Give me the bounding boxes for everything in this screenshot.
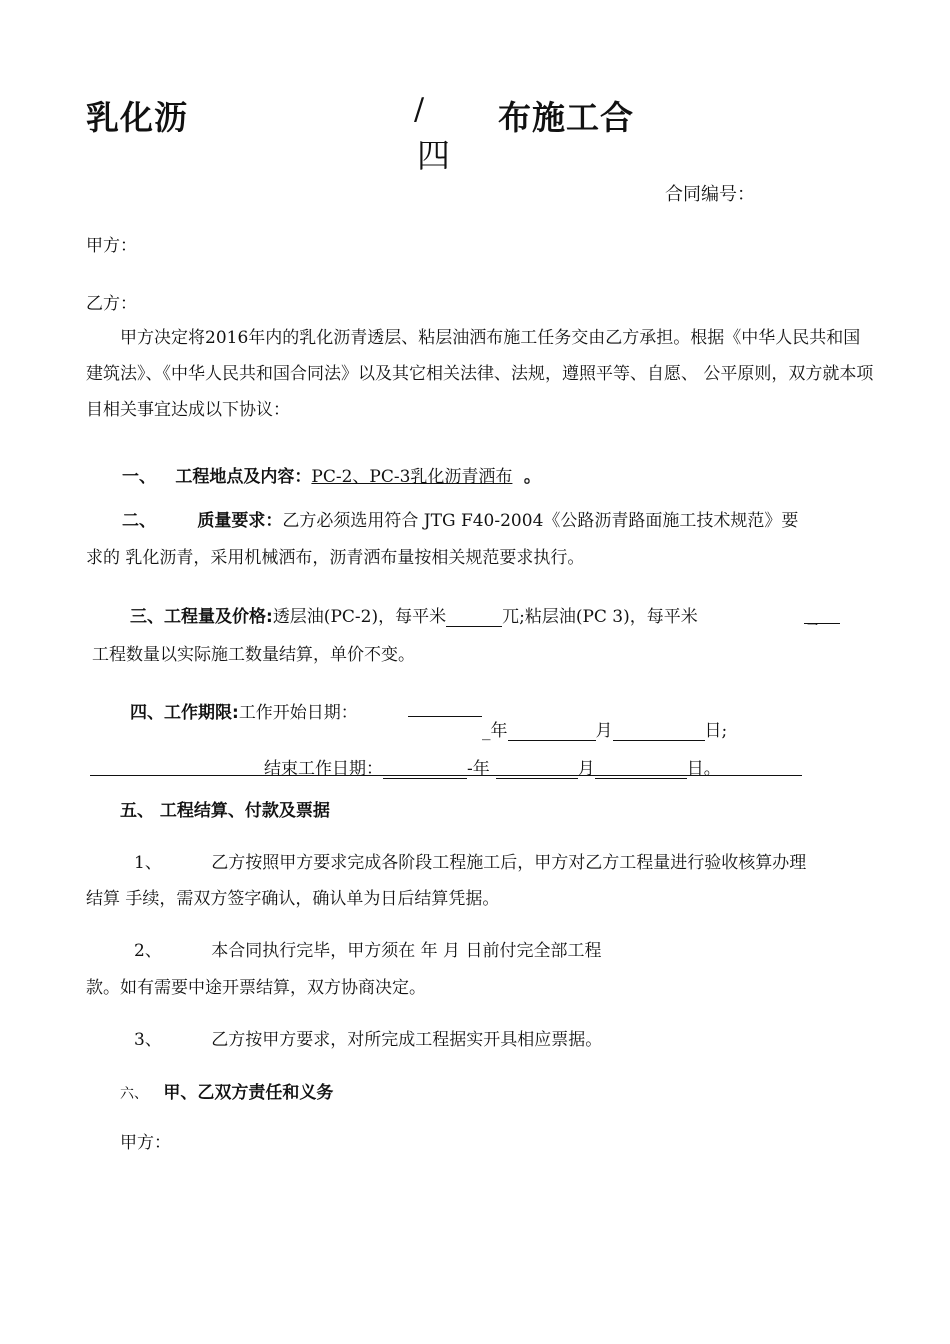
section-3-text-2: 兀;粘层油(PC 3)，每平米 (502, 607, 698, 627)
party-b-label: 乙方： (86, 294, 137, 314)
start-day-label: 日; (704, 721, 728, 741)
item-5-1-number: 1、 (134, 853, 162, 873)
section-5-heading: 五、 工程结算、付款及票据 (120, 801, 330, 821)
end-dash: - (467, 759, 473, 779)
item-5-1-text-2: 结算 手续，需双方签字确认，确认单为日后结算凭据。 (86, 889, 500, 909)
section-2-line-1 (122, 506, 798, 531)
end-year-blank[interactable] (383, 760, 467, 779)
start-year-label: 年 (490, 721, 508, 741)
section-6-heading: 甲、乙双方责任和义务 (163, 1083, 334, 1103)
section-3-mark: 一 (807, 619, 818, 632)
party-a-label: 甲方： (86, 236, 137, 256)
intro-paragraph: 甲方决定将2016年内的乳化沥青透层、粘层油洒布施工任务交由乙方承担。根据《中华人民共和国建筑法》、《中华人民共和国合同法》以及其它相关法律、法规，遵照平等、自愿、 公平原则，双方就本项目相关事宜达成以下协议： (86, 328, 874, 420)
section-3-line-1 (130, 602, 698, 627)
section-1-number: 一、 (122, 467, 156, 487)
start-date-blank-year[interactable] (408, 716, 482, 717)
title-part-3: 四 (417, 136, 450, 175)
section-1 (122, 462, 541, 487)
start-underscore: _ (482, 721, 491, 741)
section-6 (120, 1078, 333, 1103)
contract-number-label: 合同编号： (665, 184, 755, 205)
title-part-2: 布施工合 (498, 98, 634, 137)
item-5-2-number: 2、 (134, 941, 162, 961)
end-month-blank[interactable] (496, 760, 578, 779)
section-3-text-1: 透层油(PC-2)，每平米 (272, 607, 447, 627)
section-2-text-1: 乙方必须选用符合 JTG F40-2004《公路沥青路面施工技术规范》要 (282, 511, 799, 531)
title-slash: / (414, 92, 425, 127)
start-date-label: 工作开始日期： (238, 703, 358, 723)
item-5-1-text-1: 乙方按照甲方要求完成各阶段工程施工后，甲方对乙方工程量进行验收核算办理 (211, 853, 807, 873)
section-6-party-a: 甲方： (120, 1133, 171, 1153)
price-blank-1[interactable] (446, 608, 502, 627)
end-month-label: 月 (577, 759, 595, 779)
section-2-number: 二、 (122, 511, 156, 531)
end-date-label: 结束工作日期： (264, 759, 383, 779)
item-5-1-line-1 (134, 848, 806, 873)
item-5-3-line-1 (134, 1025, 602, 1050)
end-year-label: 年 (472, 759, 490, 779)
section-6-number: 六、 (120, 1086, 148, 1102)
end-day-blank[interactable] (595, 760, 687, 779)
start-month-label: 月 (595, 721, 613, 741)
start-month-blank[interactable] (508, 722, 596, 741)
item-5-2-text-2: 款。如有需要中途开票结算，双方协商决定。 (86, 978, 426, 998)
section-3-text-3: 工程数量以实际施工数量结算，单价不变。 (92, 645, 415, 665)
section-1-content: PC-2、PC-3乳化沥青洒布 (311, 467, 513, 487)
item-5-2-text-1: 本合同执行完毕，甲方须在 年 月 日前付完全部工程 (211, 941, 602, 961)
section-1-heading: 工程地点及内容： (175, 467, 312, 487)
section-4-heading: 四、工作期限: (130, 703, 239, 723)
start-date-row (482, 716, 727, 741)
item-5-3-text-1: 乙方按甲方要求，对所完成工程据实开具相应票据。 (211, 1030, 603, 1050)
section-2-heading: 质量要求： (197, 511, 283, 531)
end-date-row (264, 754, 721, 779)
item-5-2-line-1 (134, 936, 601, 961)
start-day-blank[interactable] (613, 722, 705, 741)
title-part-1: 乳化沥 (86, 98, 188, 137)
section-3-heading: 三、工程量及价格: (130, 607, 273, 627)
end-day-label: 日。 (686, 759, 721, 779)
section-2-text-2: 求的 乳化沥青，采用机械洒布，沥青洒布量按相关规范要求执行。 (86, 548, 585, 568)
section-4-line-1 (130, 698, 358, 723)
item-5-3-number: 3、 (134, 1030, 162, 1050)
section-1-end: 。 (523, 467, 541, 487)
